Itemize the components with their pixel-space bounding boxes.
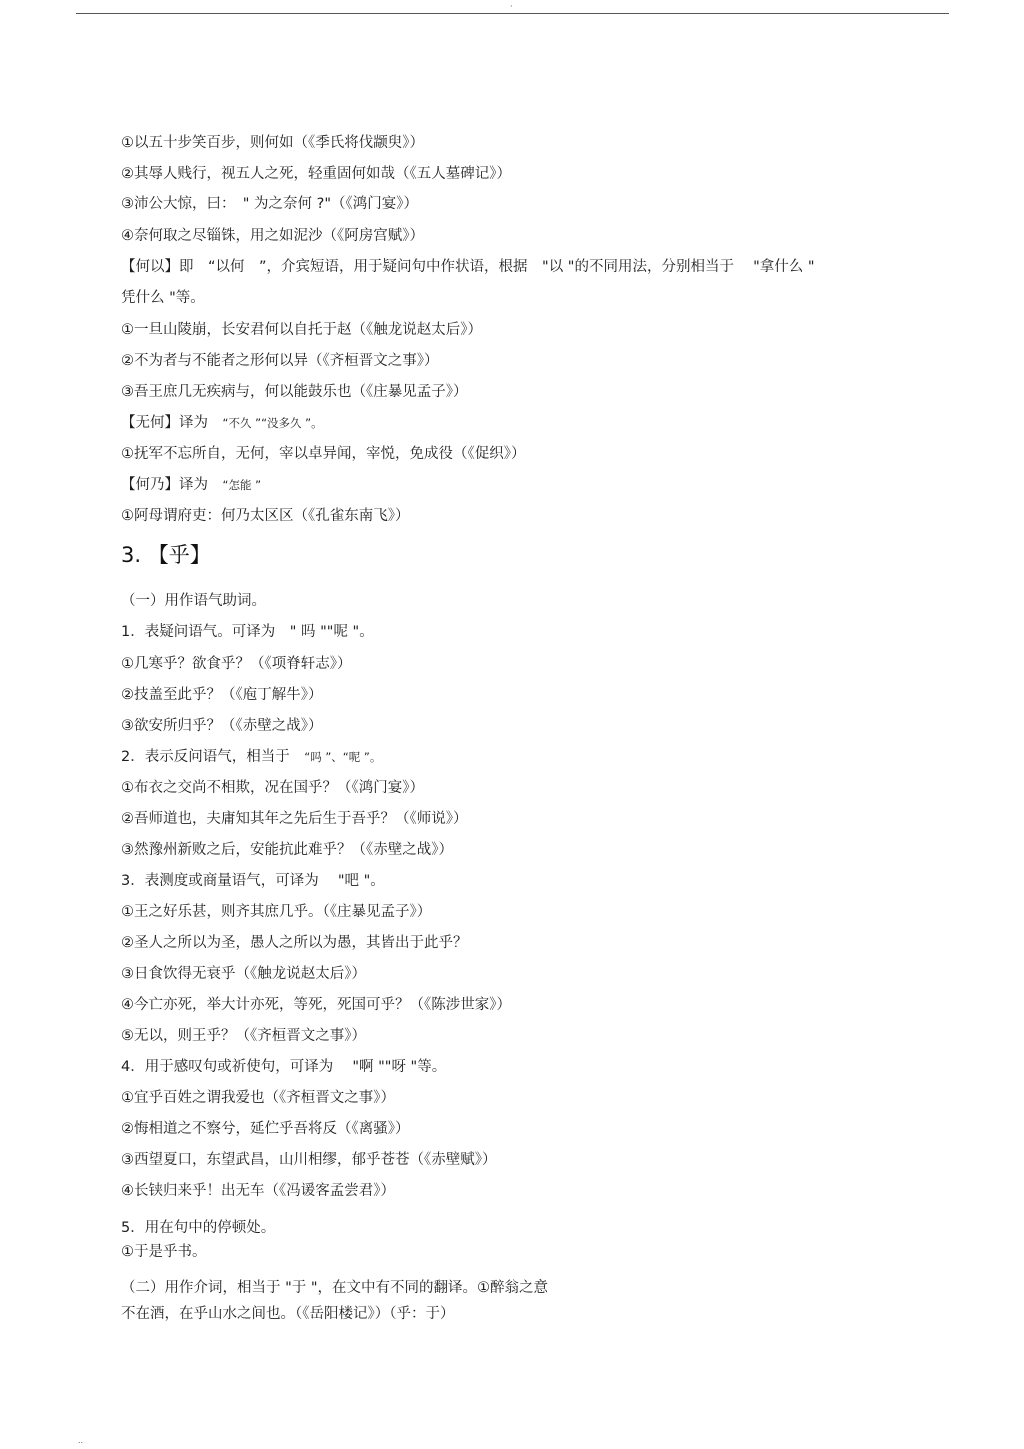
text-line: ④今亡亦死，举大计亦死，等死，死国可乎？（《陈涉世家》） (121, 997, 511, 1013)
text-line: ③沛公大惊，曰： " 为之奈何 ?"（《鸿门宴》） (121, 196, 419, 212)
text-line: ③然豫州新败之后，安能抗此难乎？（《赤壁之战》） (121, 842, 453, 858)
text-line: 3．表测度或商量语气，可译为 "吧 "。 (121, 873, 385, 889)
text-line: （二）用作介词，相当于 "于 "，在文中有不同的翻译。①醉翁之意 (121, 1280, 549, 1296)
text-line: ①阿母谓府吏：何乃太区区（《孔雀东南飞》） (121, 508, 410, 524)
text-line: ②吾师道也，夫庸知其年之先后生于吾乎？（《师说》） (121, 811, 468, 827)
text-line: ④长铗归来乎！出无车（《冯谖客孟尝君》） (121, 1183, 395, 1199)
text-line: 【何以】即 “以何 ”，介宾短语，用于疑问句中作状语，根据 "以 "的不同用法，分别相当于 "拿什么 " (121, 259, 815, 275)
text-line: 凭什么 "等。 (121, 290, 205, 306)
wuhe-translation: “不久 ”“没多久 ”。 (222, 416, 323, 430)
text-line: ①布衣之交尚不相欺，况在国乎？（《鸿门宴》） (121, 780, 424, 796)
text-line: （一）用作语气助词。 (121, 593, 266, 609)
wuhe-prefix: 【无何】译为 (121, 415, 223, 431)
text-line-henai (121, 475, 261, 495)
text-line: ①于是乎书。 (121, 1244, 207, 1260)
text-line: 1．表疑问语气。可译为 " 吗 ""呢 "。 (121, 624, 374, 640)
text-line-item2 (121, 747, 381, 767)
text-line: ②不为者与不能者之形何以异（《齐桓晋文之事》） (121, 353, 439, 369)
footer-mark: .. (78, 1436, 84, 1445)
henai-translation: “怎能 ” (222, 478, 262, 492)
text-line: ①宜乎百姓之谓我爱也（《齐桓晋文之事》） (121, 1090, 395, 1106)
text-line: ③日食饮得无衰乎（《触龙说赵太后》） (121, 966, 366, 982)
text-line: ②其辱人贱行，视五人之死，轻重固何如哉（《五人墓碑记》） (121, 166, 511, 182)
text-line: 4．用于感叹句或祈使句，可译为 "啊 ""呀 "等。 (121, 1059, 447, 1075)
text-line: ②技盖至此乎？（《庖丁解牛》） (121, 687, 323, 703)
text-line: ③西望夏口，东望武昌，山川相缪，郁乎苍苍（《赤壁赋》） (121, 1152, 497, 1168)
header-rule (76, 13, 949, 14)
text-line: ③欲安所归乎？（《赤壁之战》） (121, 718, 323, 734)
text-line: ①抚军不忘所自，无何，宰以卓异闻，宰悦，免成役（《促织》） (121, 446, 526, 462)
text-line: ②圣人之所以为圣，愚人之所以为愚，其皆出于此乎？ (121, 935, 468, 951)
header-dot: · (510, 2, 513, 11)
text-line: ②悔相道之不察兮，延伫乎吾将反（《离骚》） (121, 1121, 410, 1137)
text-line: ③吾王庶几无疾病与，何以能鼓乐也（《庄暴见孟子》） (121, 384, 468, 400)
text-line: 不在酒，在乎山水之间也。（《岳阳楼记》）（乎：于） (121, 1306, 455, 1322)
henai-prefix: 【何乃】译为 (121, 477, 223, 493)
text-line: ①以五十步笑百步，则何如（《季氏将伐颛臾》） (121, 135, 424, 151)
item2-translation: “吗 ”、“呢 ”。 (304, 750, 382, 764)
text-line: ①几寒乎？欲食乎？（《项脊轩志》） (121, 656, 352, 672)
item2-prefix: 2．表示反问语气，相当于 (121, 749, 305, 765)
text-line: 5．用在句中的停顿处。 (121, 1220, 276, 1236)
text-line: ①王之好乐甚，则齐其庶几乎。（《庄暴见孟子》） (121, 904, 432, 920)
text-line: ④奈何取之尽锱铢，用之如泥沙（《阿房宫赋》） (121, 228, 424, 244)
text-line-wuhe (121, 413, 323, 433)
text-line: ⑤无以，则王乎？（《齐桓晋文之事》） (121, 1028, 366, 1044)
section-heading: 3. 【乎】 (121, 543, 211, 567)
text-line: ①一旦山陵崩，长安君何以自托于赵（《触龙说赵太后》） (121, 322, 482, 338)
